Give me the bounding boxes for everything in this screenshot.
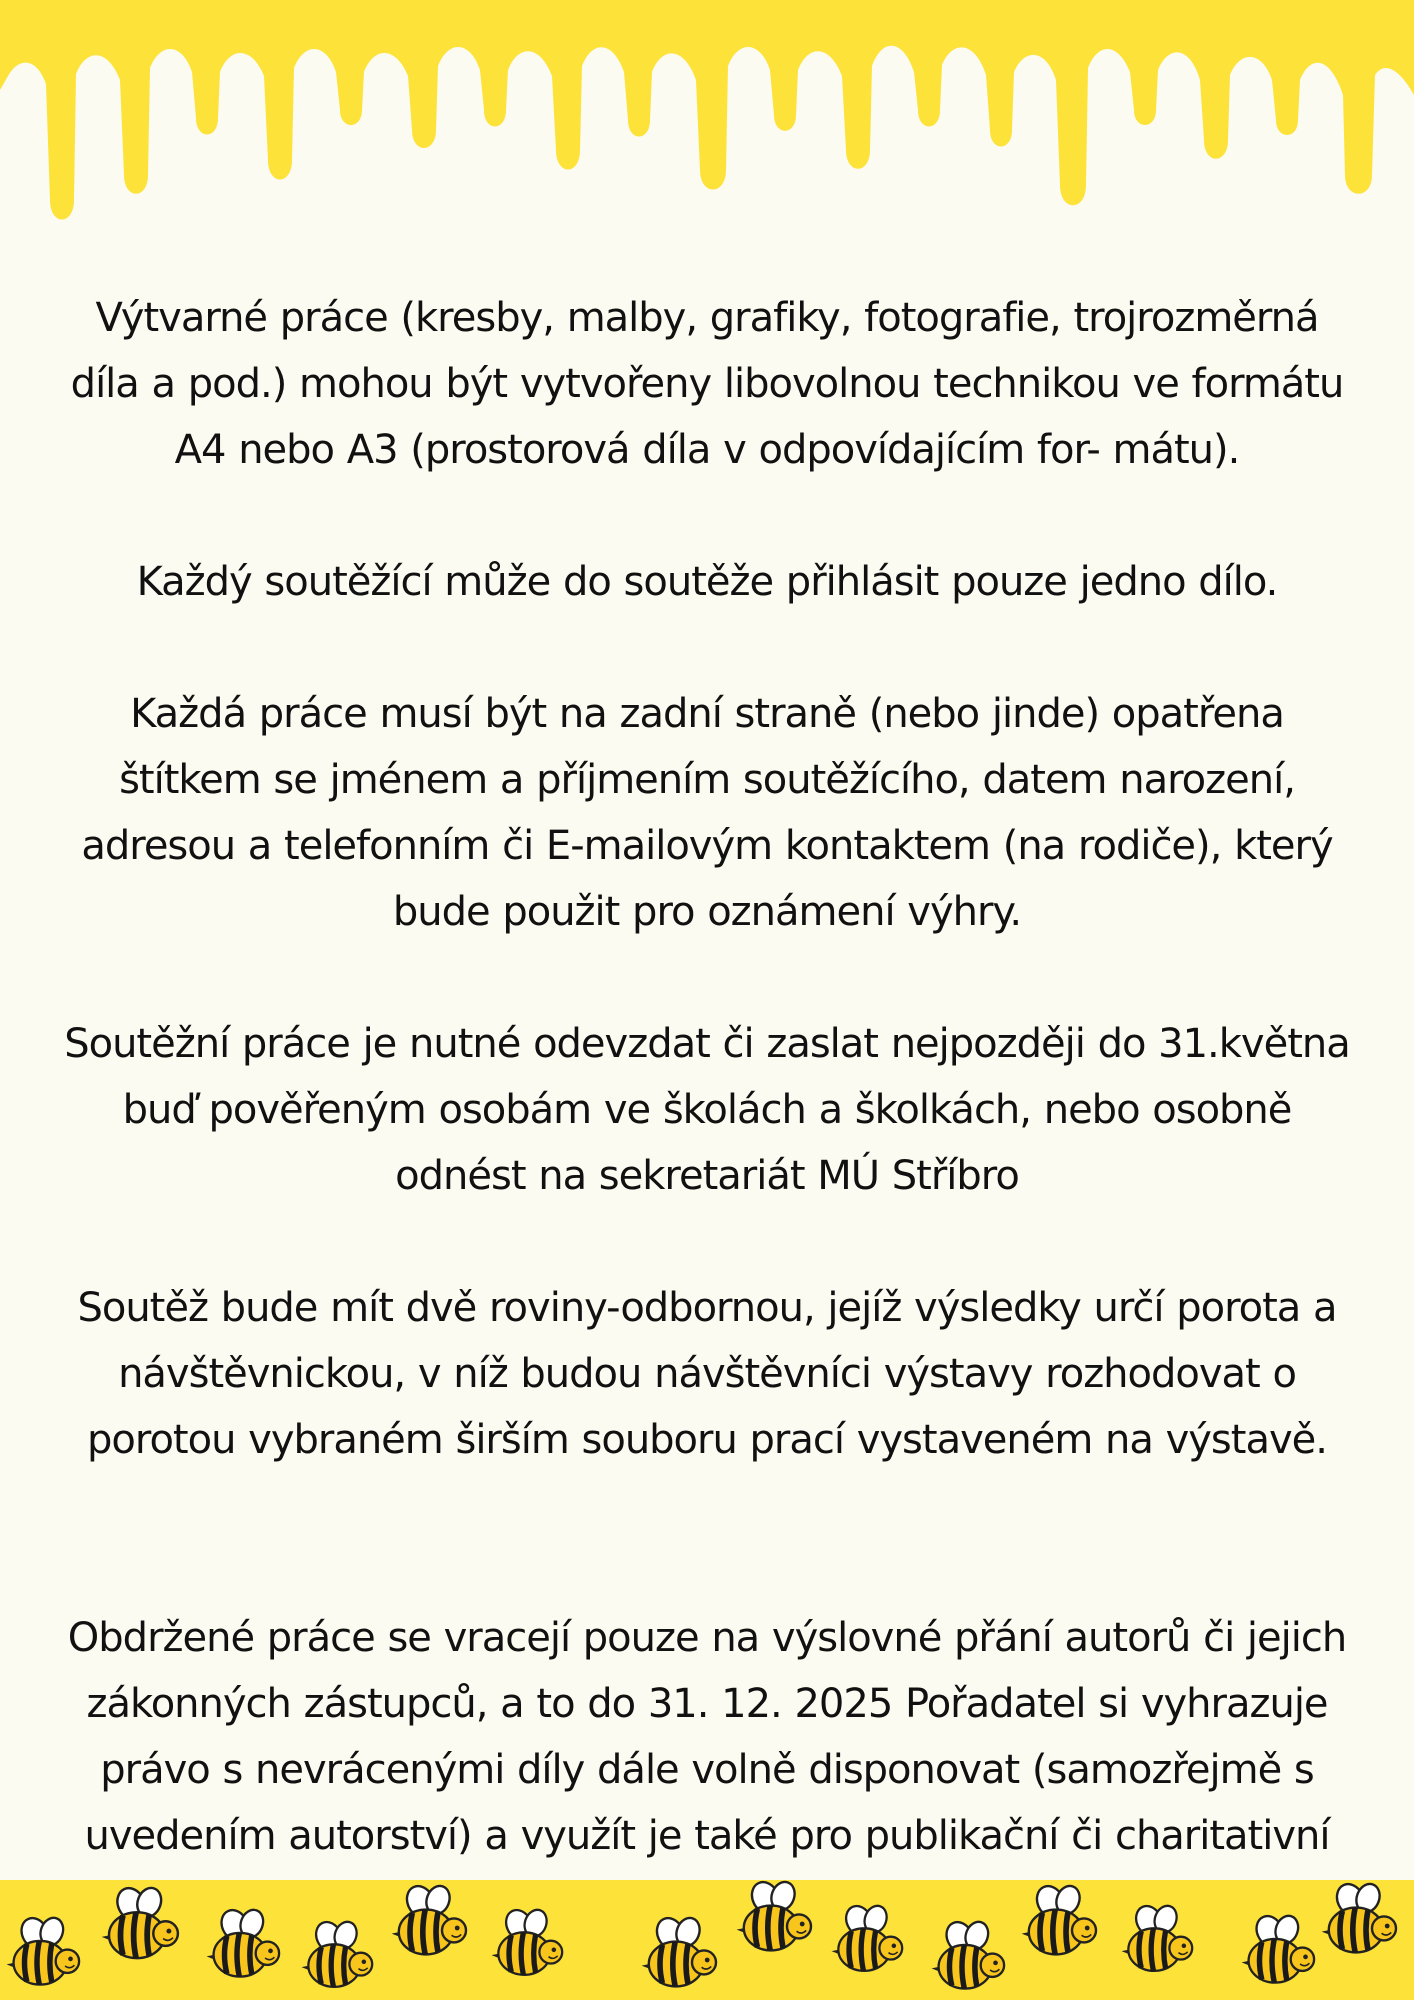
text-line: odnést na sekretariát MÚ Stříbro bbox=[395, 1153, 1019, 1199]
bee-border-decoration bbox=[0, 1880, 1414, 2000]
bee-icon bbox=[390, 1884, 470, 1964]
bee-icon bbox=[640, 1916, 720, 1996]
text-line: Každý soutěžící může do soutěže přihlásit pouze jedno dílo. bbox=[136, 559, 1278, 605]
bee-icon bbox=[5, 1916, 83, 1994]
text-line: uvedením autorství) a využít je také pro publikační či charitativní bbox=[84, 1813, 1330, 1859]
bee-icon bbox=[205, 1908, 283, 1986]
bee-icon bbox=[735, 1880, 815, 1960]
paragraph-labeling-rule bbox=[20, 681, 1394, 945]
text-line: štítkem se jménem a příjmením soutěžícího, datem narození, bbox=[119, 757, 1295, 803]
text-line: Obdržené práce se vracejí pouze na výslovné přání autorů či jejich bbox=[67, 1615, 1347, 1661]
paragraph-submission-deadline bbox=[20, 1011, 1394, 1209]
honey-drip-decoration bbox=[0, 0, 1414, 240]
text-line: právo s nevrácenými díly dále volně disponovat (samozřejmě s bbox=[100, 1747, 1314, 1793]
bee-icon bbox=[1320, 1882, 1400, 1962]
text-line: A4 nebo A3 (prostorová díla v odpovídajícím for- mátu). bbox=[174, 427, 1240, 473]
text-line: bude použit pro oznámení výhry. bbox=[392, 889, 1022, 935]
bee-icon bbox=[300, 1920, 376, 1996]
honey-drip-shape bbox=[0, 0, 1414, 220]
text-line: Výtvarné práce (kresby, malby, grafiky, fotografie, trojrozměrná bbox=[95, 295, 1319, 341]
bee-icon bbox=[490, 1908, 566, 1984]
text-line: Soutěž bude mít dvě roviny-odbornou, jejíž výsledky určí porota a bbox=[77, 1285, 1337, 1331]
bee-icon bbox=[1120, 1904, 1196, 1980]
text-line: Soutěžní práce je nutné odevzdat či zaslat nejpozději do 31.května bbox=[64, 1021, 1350, 1067]
paragraph-artwork-format bbox=[20, 285, 1394, 483]
bee-icon bbox=[1020, 1884, 1100, 1964]
bee-icon bbox=[930, 1920, 1008, 1998]
paragraph-judging-levels bbox=[20, 1275, 1394, 1473]
text-line: návštěvnickou, v níž budou návštěvníci výstavy rozhodovat o bbox=[118, 1351, 1296, 1397]
bee-icon bbox=[1240, 1914, 1318, 1992]
text-line: zákonných zástupců, a to do 31. 12. 2025 Pořadatel si vyhrazuje bbox=[86, 1681, 1328, 1727]
text-line: díla a pod.) mohou být vytvořeny libovolnou technikou ve formátu bbox=[70, 361, 1344, 407]
bee-icon bbox=[830, 1904, 906, 1980]
paragraph-one-entry-rule bbox=[20, 549, 1394, 615]
bee-icon bbox=[100, 1886, 182, 1968]
text-line: Každá práce musí být na zadní straně (nebo jinde) opatřena bbox=[130, 691, 1284, 737]
document-body bbox=[20, 285, 1394, 1935]
text-line: adresou a telefonním či E-mailovým kontaktem (na rodiče), který bbox=[81, 823, 1333, 869]
text-line: porotou vybraném širším souboru prací vystaveném na výstavě. bbox=[87, 1417, 1327, 1463]
text-line: buď pověřeným osobám ve školách a školkách, nebo osobně bbox=[122, 1087, 1292, 1133]
